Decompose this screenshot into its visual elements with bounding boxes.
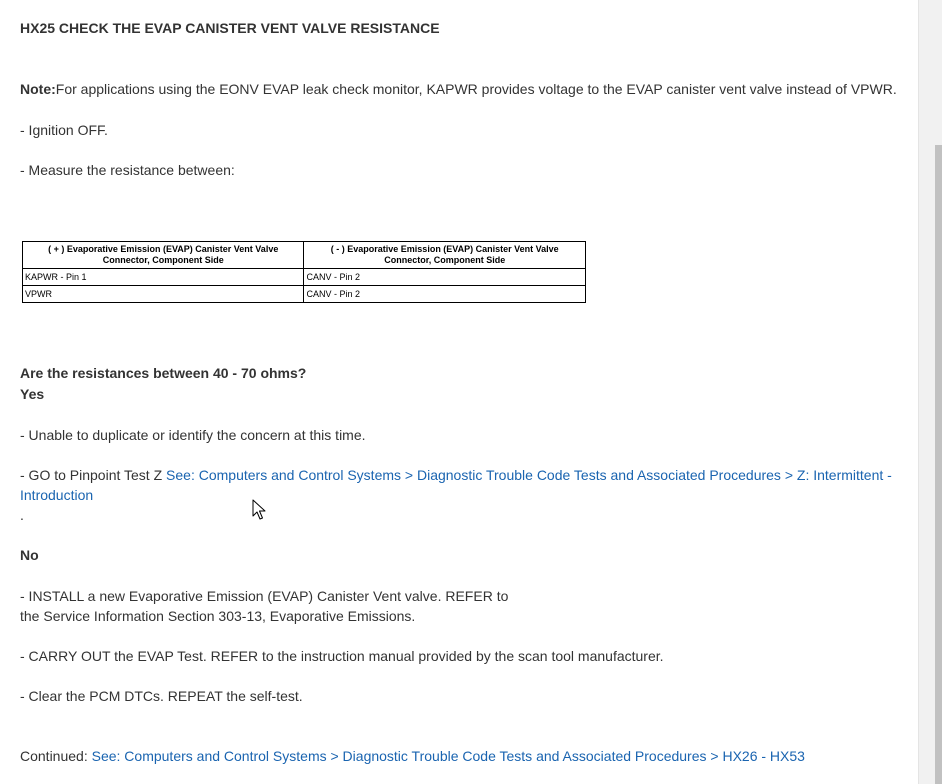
note-label: Note: — [20, 81, 56, 97]
table-cell: CANV - Pin 2 — [304, 286, 586, 303]
page-title: HX25 CHECK THE EVAP CANISTER VENT VALVE RESISTANCE — [20, 20, 440, 36]
table-cell: CANV - Pin 2 — [304, 269, 586, 286]
table-row — [23, 269, 586, 286]
step-install-valve: - INSTALL a new Evaporative Emission (EVAP) Canister Vent valve. REFER to — [20, 588, 509, 604]
scrollbar-thumb[interactable] — [935, 145, 942, 784]
note-text: For applications using the EONV EVAP leak check monitor, KAPWR provides voltage to the EVAP canister vent valve instead of VPWR. — [55, 81, 897, 97]
table-cell: KAPWR - Pin 1 — [23, 269, 304, 286]
yes-label: Yes — [20, 386, 45, 402]
pinpoint-test-z-link-continuation[interactable]: Introduction — [20, 487, 94, 503]
step-measure-resistance: - Measure the resistance between: — [20, 162, 235, 178]
no-label: No — [20, 547, 39, 563]
continued-line — [20, 746, 805, 766]
vertical-scrollbar[interactable] — [918, 0, 942, 784]
note-paragraph — [20, 79, 897, 99]
table-cell: VPWR — [23, 286, 304, 303]
step-clear-dtcs: - Clear the PCM DTCs. REPEAT the self-test. — [20, 688, 303, 704]
step-ignition-off: - Ignition OFF. — [20, 122, 108, 138]
continued-link[interactable]: See: Computers and Control Systems > Diagnostic Trouble Code Tests and Associated Procedures > HX26 - HX53 — [91, 748, 805, 764]
step-carry-out-evap-test: - CARRY OUT the EVAP Test. REFER to the instruction manual provided by the scan tool manufacturer. — [20, 648, 664, 664]
step-unable-duplicate: - Unable to duplicate or identify the concern at this time. — [20, 427, 366, 443]
table-header-negative: ( - ) Evaporative Emission (EVAP) Canister Vent Valve Connector, Component Side — [304, 242, 586, 269]
continued-label: Continued: — [20, 748, 92, 764]
mouse-cursor-icon — [252, 499, 266, 521]
table-row — [23, 286, 586, 303]
step-goto-pinpoint — [20, 465, 892, 485]
resistance-question: Are the resistances between 40 - 70 ohms? — [20, 365, 307, 381]
goto-prefix: - GO to Pinpoint Test Z — [20, 467, 167, 483]
pinpoint-test-z-link[interactable]: See: Computers and Control Systems > Diagnostic Trouble Code Tests and Associated Procedures > Z: Intermittent - — [166, 467, 892, 483]
step-install-valve-continuation: the Service Information Section 303-13, Evaporative Emissions. — [20, 608, 416, 624]
table-header-row — [23, 242, 586, 269]
resistance-table — [22, 241, 586, 303]
table-header-positive: ( + ) Evaporative Emission (EVAP) Canister Vent Valve Connector, Component Side — [23, 242, 304, 269]
trailing-period: . — [20, 507, 24, 523]
